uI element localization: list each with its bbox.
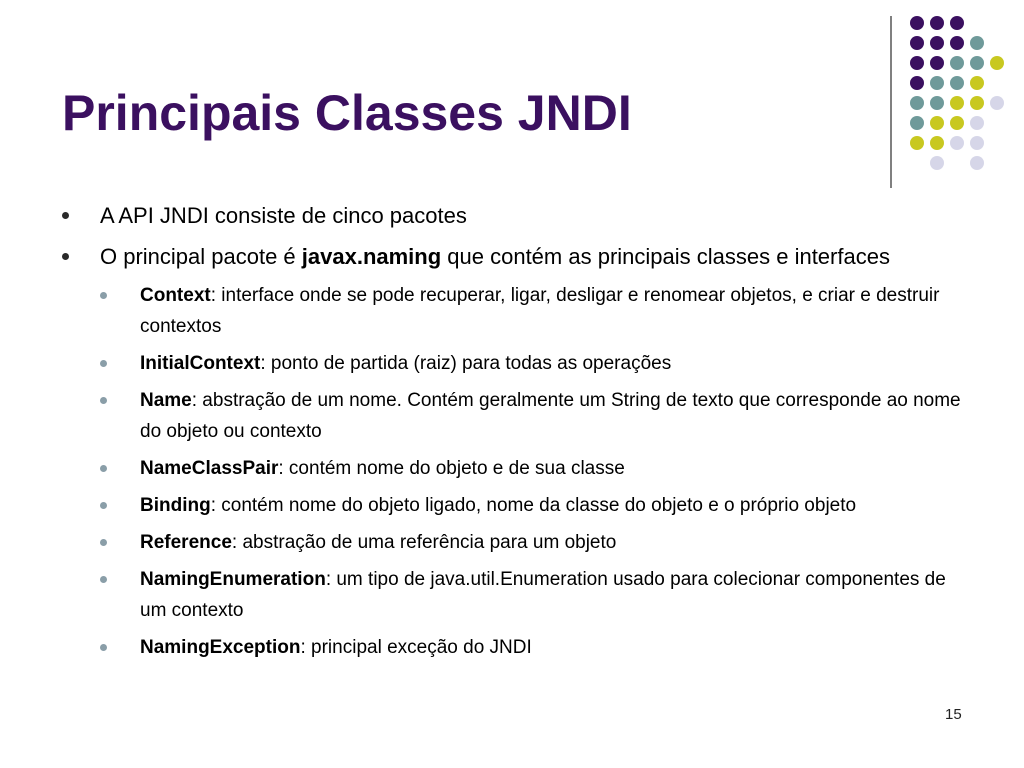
decorative-dot (970, 136, 984, 150)
decorative-dot (950, 16, 964, 30)
sub-bullet-item (100, 385, 962, 447)
decorative-dot (950, 36, 964, 50)
page-number: 15 (945, 706, 962, 723)
class-description: : contém nome do objeto e de sua classe (278, 458, 625, 479)
class-name: NamingEnumeration (140, 569, 326, 590)
decorative-dot (970, 56, 984, 70)
divider-line (890, 16, 892, 188)
sub-bullet-dot-icon (100, 502, 107, 509)
sub-bullet-item (100, 527, 962, 558)
bullet-dot-icon (62, 212, 69, 219)
decorative-dot (970, 96, 984, 110)
decorative-dot (910, 96, 924, 110)
decorative-dot (950, 136, 964, 150)
class-description: : um tipo de java.util.Enumeration usado para colecionar componentes de um contexto (140, 569, 946, 621)
decorative-dot (930, 16, 944, 30)
class-name: NameClassPair (140, 458, 279, 479)
decorative-dot (970, 36, 984, 50)
bullet-text: que contém as principais classes e interfaces (441, 244, 890, 269)
class-name: Context (140, 285, 211, 306)
sub-bullet-dot-icon (100, 292, 107, 299)
decorative-dot (930, 116, 944, 130)
sub-bullet-dot-icon (100, 397, 107, 404)
bullet-item (62, 239, 962, 274)
sub-bullet-dot-icon (100, 576, 107, 583)
bullet-text: O principal pacote é (100, 244, 302, 269)
bullet-dot-icon (62, 253, 69, 260)
decorative-dot (910, 36, 924, 50)
class-name: Reference (140, 532, 232, 553)
class-name: Binding (140, 495, 211, 516)
sub-bullet-item (100, 280, 962, 342)
decorative-dot (950, 56, 964, 70)
class-description: : ponto de partida (raiz) para todas as operações (260, 353, 672, 374)
sub-bullet-item (100, 348, 962, 379)
sub-bullet-dot-icon (100, 539, 107, 546)
decorative-dot (930, 156, 944, 170)
slide-content (62, 198, 962, 669)
class-name: InitialContext (140, 353, 261, 374)
class-description: : contém nome do objeto ligado, nome da classe do objeto e o próprio objeto (210, 495, 857, 516)
decorative-dot (930, 36, 944, 50)
decorative-dot (910, 16, 924, 30)
decorative-dot (930, 96, 944, 110)
decorative-dot (950, 96, 964, 110)
decorative-dot (930, 56, 944, 70)
sub-bullet-item (100, 490, 962, 521)
sub-bullet-item (100, 632, 962, 663)
decorative-dot (910, 76, 924, 90)
decorative-dot (990, 56, 1004, 70)
decorative-dot (970, 116, 984, 130)
decorative-dot (910, 116, 924, 130)
class-name: Name (140, 390, 192, 411)
decorative-dot (910, 136, 924, 150)
class-description: : abstração de uma referência para um objeto (231, 532, 617, 553)
class-name: NamingException (140, 637, 301, 658)
bullet-item (62, 198, 962, 233)
sub-bullet-dot-icon (100, 644, 107, 651)
sub-bullet-item (100, 564, 962, 626)
decorative-dot (970, 76, 984, 90)
decorative-dot (930, 76, 944, 90)
slide-title: Principais Classes JNDI (62, 85, 632, 141)
class-description: : abstração de um nome. Contém geralmente um String de texto que corresponde ao nome do objeto ou contexto (140, 390, 961, 442)
sub-bullet-dot-icon (100, 360, 107, 367)
decorative-dot (910, 56, 924, 70)
decorative-dot (990, 96, 1004, 110)
class-description: : principal exceção do JNDI (300, 637, 532, 658)
decorative-dot (930, 136, 944, 150)
bullet-bold-term: javax.naming (301, 244, 442, 269)
sub-bullet-item (100, 453, 962, 484)
decorative-dot (970, 156, 984, 170)
decorative-dot (950, 116, 964, 130)
sub-bullet-dot-icon (100, 465, 107, 472)
bullet-text: A API JNDI consiste de cinco pacotes (100, 203, 467, 228)
decorative-dot (950, 76, 964, 90)
class-description: : interface onde se pode recuperar, ligar, desligar e renomear objetos, e criar e destruir contextos (140, 285, 940, 337)
